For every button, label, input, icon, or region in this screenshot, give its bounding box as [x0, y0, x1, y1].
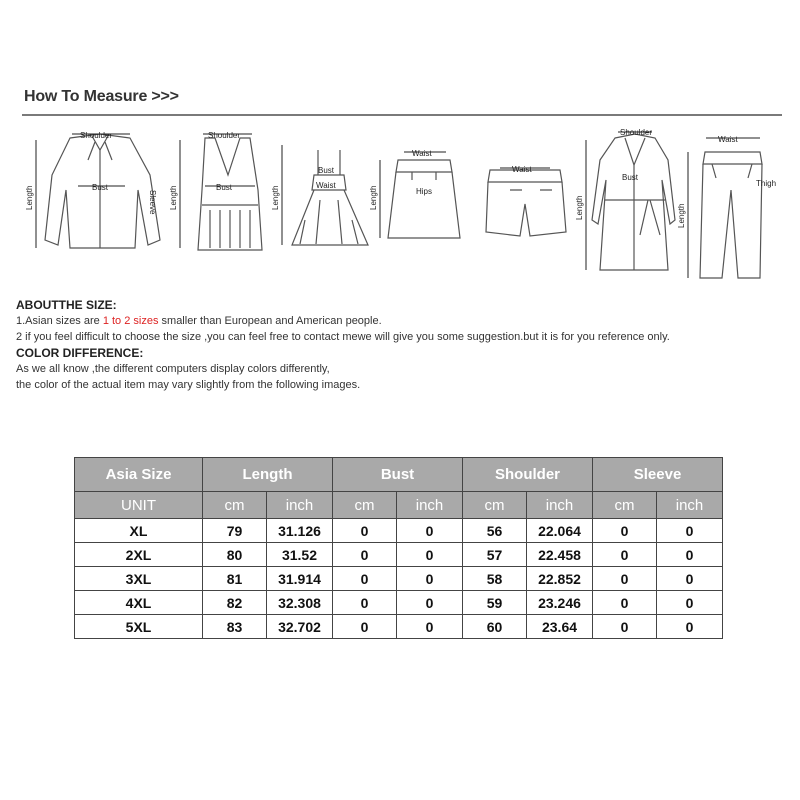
- unit-cell: inch: [267, 492, 333, 519]
- skirt-waist-label: Waist: [412, 149, 432, 158]
- table-cell: 0: [333, 543, 397, 567]
- shirt-bust-label: Bust: [92, 183, 109, 192]
- header-length: Length: [203, 458, 333, 492]
- table-cell: 31.914: [267, 567, 333, 591]
- note-line-2: 2 if you feel difficult to choose the size ,you can feel free to contact mewe will give you some suggestion.but it is for you reference only.: [16, 331, 670, 343]
- table-cell: 0: [593, 591, 657, 615]
- pants-length-label: Length: [677, 203, 686, 228]
- table-cell: 80: [203, 543, 267, 567]
- table-cell: 82: [203, 591, 267, 615]
- table-cell: 0: [593, 567, 657, 591]
- unit-cell: inch: [657, 492, 723, 519]
- table-cell: 0: [397, 567, 463, 591]
- table-cell: 0: [657, 543, 723, 567]
- top-bust-label: Bust: [216, 183, 233, 192]
- pants-waist-label: Waist: [718, 135, 738, 144]
- table-cell: 0: [333, 519, 397, 543]
- note-line-1-highlight: 1 to 2 sizes: [102, 315, 159, 327]
- note-line-4: the color of the actual item may vary slightly from the following images.: [16, 379, 361, 391]
- dress-waist-label: Waist: [316, 181, 336, 190]
- note-line-1: [16, 313, 786, 329]
- table-cell: 32.702: [267, 615, 333, 639]
- unit-cell: cm: [593, 492, 657, 519]
- header-bust: Bust: [333, 458, 463, 492]
- pants-thigh-label: Thigh: [756, 179, 777, 188]
- table-cell: 0: [333, 591, 397, 615]
- shorts-figure: [486, 170, 566, 236]
- table-cell: 23.64: [527, 615, 593, 639]
- coat-length-label: Length: [575, 195, 584, 220]
- unit-cell: cm: [463, 492, 527, 519]
- table-row: [75, 519, 723, 543]
- table-cell: 31.126: [267, 519, 333, 543]
- skirt-hips-label: Hips: [416, 187, 433, 196]
- table-cell: 0: [593, 543, 657, 567]
- shorts-waist-label: Waist: [512, 165, 532, 174]
- table-header-row: [75, 458, 723, 492]
- table-cell: 83: [203, 615, 267, 639]
- table-row: [75, 615, 723, 639]
- top-shoulder-label: Shoulder: [208, 131, 241, 140]
- dress-figure: [292, 150, 368, 245]
- table-cell: 0: [397, 615, 463, 639]
- table-cell: 0: [397, 519, 463, 543]
- unit-cell: UNIT: [75, 492, 203, 519]
- title-divider: [22, 114, 782, 116]
- table-cell: 0: [657, 591, 723, 615]
- table-cell: 0: [657, 567, 723, 591]
- skirt-figure: [388, 160, 460, 238]
- table-cell: 0: [593, 615, 657, 639]
- table-cell: 59: [463, 591, 527, 615]
- pants-figure: [700, 152, 762, 278]
- coat-shoulder-label: Shoulder: [620, 128, 653, 137]
- unit-cell: cm: [333, 492, 397, 519]
- table-cell: 58: [463, 567, 527, 591]
- dress-bust-label: Bust: [318, 166, 335, 175]
- shirt-sleeve-label: Sleeve: [148, 190, 157, 215]
- measure-title: How To Measure >>>: [24, 88, 179, 105]
- size-notes: [16, 297, 786, 393]
- table-cell: 32.308: [267, 591, 333, 615]
- table-cell: 79: [203, 519, 267, 543]
- top-length-label: Length: [169, 185, 178, 210]
- coat-bust-label: Bust: [622, 173, 639, 182]
- table-unit-row: [75, 492, 723, 519]
- table-cell: 56: [463, 519, 527, 543]
- table-cell: 0: [333, 567, 397, 591]
- table-cell: 5XL: [75, 615, 203, 639]
- table-cell: 31.52: [267, 543, 333, 567]
- table-cell: 0: [397, 543, 463, 567]
- table-cell: 4XL: [75, 591, 203, 615]
- table-cell: 22.064: [527, 519, 593, 543]
- note-line-3: As we all know ,the different computers display colors differently,: [16, 363, 330, 375]
- size-chart-table: [74, 457, 723, 639]
- coat-figure: [592, 134, 675, 270]
- table-cell: 60: [463, 615, 527, 639]
- table-cell: 3XL: [75, 567, 203, 591]
- skirt-length-label: Length: [369, 185, 378, 210]
- dress-length-label: Length: [271, 185, 280, 210]
- table-cell: 57: [463, 543, 527, 567]
- table-row: [75, 591, 723, 615]
- top-figure: [198, 138, 262, 250]
- table-cell: 0: [397, 591, 463, 615]
- table-row: [75, 543, 723, 567]
- about-size-heading: ABOUTTHE SIZE:: [16, 298, 117, 312]
- unit-cell: inch: [527, 492, 593, 519]
- table-cell: 2XL: [75, 543, 203, 567]
- shirt-shoulder-label: Shoulder: [80, 131, 113, 140]
- table-cell: 0: [333, 615, 397, 639]
- color-difference-heading: COLOR DIFFERENCE:: [16, 346, 144, 360]
- table-cell: 23.246: [527, 591, 593, 615]
- table-row: [75, 567, 723, 591]
- note-line-1-start: 1.Asian sizes are: [16, 315, 103, 327]
- header-shoulder: Shoulder: [463, 458, 593, 492]
- table-cell: 0: [657, 615, 723, 639]
- table-cell: 81: [203, 567, 267, 591]
- header-asia-size: Asia Size: [75, 458, 203, 492]
- table-cell: XL: [75, 519, 203, 543]
- shirt-length-label: Length: [25, 185, 34, 210]
- unit-cell: inch: [397, 492, 463, 519]
- table-cell: 22.852: [527, 567, 593, 591]
- table-cell: 22.458: [527, 543, 593, 567]
- measurement-figures: [0, 120, 800, 295]
- header-sleeve: Sleeve: [593, 458, 723, 492]
- table-cell: 0: [593, 519, 657, 543]
- note-line-1-end: smaller than European and American people.: [158, 315, 382, 327]
- table-cell: 0: [657, 519, 723, 543]
- unit-cell: cm: [203, 492, 267, 519]
